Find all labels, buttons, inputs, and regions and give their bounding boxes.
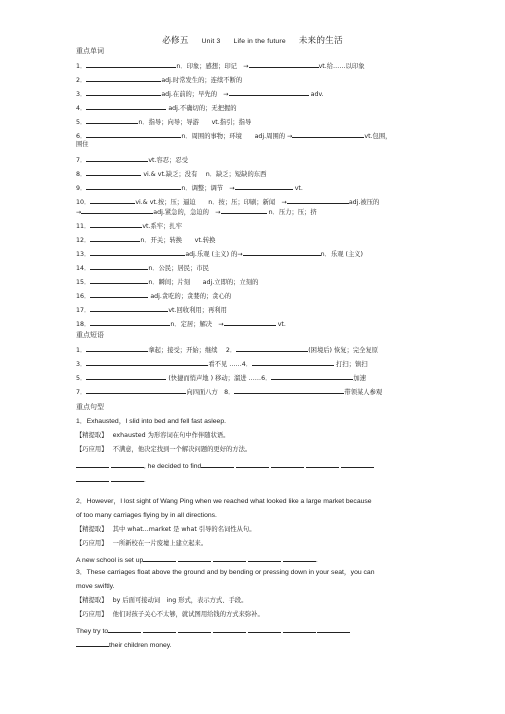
answer-blank[interactable] xyxy=(283,626,316,633)
answer-blank[interactable] xyxy=(90,263,148,270)
answer-blank[interactable] xyxy=(76,461,109,468)
sentence-1-blanks-cont: . xyxy=(76,475,436,485)
word-line-13: 13． adj.乐观 (主义) 的→ n．乐观 (主义) xyxy=(76,251,363,258)
answer-blank[interactable] xyxy=(178,626,211,633)
word-line-16: 16． adj.贪吃的；贪婪的；贪心的 xyxy=(76,293,232,300)
answer-blank[interactable] xyxy=(229,89,309,96)
word-line-10: 10． vi.& vt.按；压；逼迫 n．按；压；印刷；新闻 → adj.被压的 xyxy=(76,199,380,206)
section-phrases: 重点短语 xyxy=(76,331,104,339)
answer-blank[interactable] xyxy=(271,461,304,468)
answer-blank[interactable] xyxy=(86,155,148,162)
word-line-17: 17． vt.回收利用；再利用 xyxy=(76,307,227,314)
answer-blank[interactable] xyxy=(86,117,138,124)
answer-blank[interactable] xyxy=(76,475,109,482)
answer-blank[interactable] xyxy=(306,461,339,468)
word-line-6: 6． n．周围的事物；环境 adj.周围的 → vt.包围， xyxy=(76,133,392,140)
answer-blank[interactable] xyxy=(111,475,144,482)
answer-blank[interactable] xyxy=(201,461,234,468)
sentence-3-cont: move swiftly. xyxy=(76,583,115,590)
answer-blank[interactable] xyxy=(86,373,166,380)
word-line-14: 14． n．公民；居民；市民 xyxy=(76,265,209,272)
answer-blank[interactable] xyxy=(86,103,166,110)
answer-blank[interactable] xyxy=(76,640,109,647)
phrase-line-1: 1． 拿起；接受；开始；继续 2． (困境后) 恢复；完全复原 xyxy=(76,347,379,354)
answer-blank[interactable] xyxy=(236,461,269,468)
section-words: 重点单词 xyxy=(76,47,104,55)
word-line-3: 3． adj.在前的；早先的 → adv. xyxy=(76,91,324,98)
word-line-15: 15． n．瞬间；片刻 adj.立即的；立刻的 xyxy=(76,279,259,286)
answer-blank[interactable] xyxy=(90,319,170,326)
word-line-2: 2． adj.时常发生的；连续不断的 xyxy=(76,77,243,84)
sentence-2-extract: 【精提取】 其中 what...market 是 what 引导的名词性从句。 xyxy=(76,526,256,533)
answer-blank[interactable] xyxy=(143,626,176,633)
answer-blank[interactable] xyxy=(283,555,316,562)
answer-blank[interactable] xyxy=(86,75,161,82)
word-line-5: 5． n．指导；向导；导游 vt.指引；指导 xyxy=(76,119,252,126)
sentence-3-blanks: They try to xyxy=(76,626,436,636)
answer-blank[interactable] xyxy=(90,249,185,256)
title-unit: 必修五 xyxy=(162,36,189,46)
answer-blank[interactable] xyxy=(86,61,176,68)
answer-blank[interactable] xyxy=(317,626,350,633)
sentence-3-blanks-cont: their children money. xyxy=(76,640,436,650)
answer-blank[interactable] xyxy=(249,61,319,68)
answer-blank[interactable] xyxy=(236,345,308,352)
answer-blank[interactable] xyxy=(90,221,142,228)
answer-blank[interactable] xyxy=(86,345,148,352)
answer-blank[interactable] xyxy=(292,131,364,138)
sentence-2: 2．However，I lost sight of Wang Ping when we reached what looked like a large market because xyxy=(76,498,372,505)
answer-blank[interactable] xyxy=(243,249,321,256)
section-sentences: 重点句型 xyxy=(76,403,104,411)
title-chinese: 未来的生活 xyxy=(298,36,343,46)
answer-blank[interactable] xyxy=(235,183,293,190)
sentence-2-blanks: A new school is set up . xyxy=(76,557,318,564)
answer-blank[interactable] xyxy=(271,373,353,380)
answer-blank[interactable] xyxy=(213,555,246,562)
answer-blank[interactable] xyxy=(287,197,349,204)
word-line-1: 1． n．印象；感想；印记 → vt.给……以印象 xyxy=(76,63,365,70)
sentence-2-cont: of too many carriages flying by in all directions. xyxy=(76,512,217,519)
word-line-7: 7． vt.容忍；忍受 xyxy=(76,157,188,164)
answer-blank[interactable] xyxy=(143,555,176,562)
word-line-8: 8． vi.& vt.缺乏；没有 n．缺乏；短缺的东西 xyxy=(76,171,267,178)
sentence-3-apply: 【巧应用】 他们对孩子关心不太够，就试图用给钱的方式来弥补。 xyxy=(76,611,264,618)
answer-blank[interactable] xyxy=(86,131,181,138)
phrase-line-3: 5． (快捷而悄声地 ) 移动；溜进 ……6． 加速 xyxy=(76,375,367,382)
answer-blank[interactable] xyxy=(224,319,276,326)
word-line-10-cont: → adj.紧急的，急迫的 → n．压力；压；挤 xyxy=(76,209,317,216)
answer-blank[interactable] xyxy=(213,626,246,633)
title-unit-no: Unit 3 xyxy=(201,38,221,45)
answer-blank[interactable] xyxy=(86,169,141,176)
answer-blank[interactable] xyxy=(248,555,281,562)
sentence-1-extract: 【精提取】 exhausted 为形容词在句中作伴随状语。 xyxy=(76,432,230,439)
answer-blank[interactable] xyxy=(90,235,140,242)
answer-blank[interactable] xyxy=(178,555,211,562)
word-line-11: 11． vt.系牢；扎牢 xyxy=(76,223,182,230)
word-line-9: 9． n．调整；调节 → vt. xyxy=(76,185,303,192)
answer-blank[interactable] xyxy=(90,277,148,284)
word-line-12: 12． n．开关；转换 vt.转换 xyxy=(76,237,216,244)
answer-blank[interactable] xyxy=(81,207,153,214)
sentence-1-blanks: , he decided to find xyxy=(76,461,436,471)
answer-blank[interactable] xyxy=(90,291,148,298)
answer-blank[interactable] xyxy=(86,359,208,366)
answer-blank[interactable] xyxy=(252,359,334,366)
answer-blank[interactable] xyxy=(234,387,344,394)
sentence-1: 1．Exhausted，I slid into bed and fell fast asleep. xyxy=(76,418,226,425)
word-line-4: 4． adj.不确切的；无把握的 xyxy=(76,105,237,112)
answer-blank[interactable] xyxy=(111,461,144,468)
answer-blank[interactable] xyxy=(248,626,281,633)
answer-blank[interactable] xyxy=(90,305,168,312)
word-line-6-cont: 围住 xyxy=(76,141,89,148)
phrase-line-2: 3． 看不见 ……4． 打扫；镇扫 xyxy=(76,361,368,368)
sentence-3-extract: 【精提取】 by 后面可接动词 ing 形式，表示方式、手段。 xyxy=(76,597,248,604)
title-english: Life in the future xyxy=(233,38,286,45)
answer-blank[interactable] xyxy=(221,207,267,214)
sentence-1-apply: 【巧应用】 不满意，他决定找到一个解决问题的更好的方法。 xyxy=(76,446,252,453)
answer-blank[interactable] xyxy=(86,387,186,394)
sentence-3: 3．These carriages float above the ground and by bending or pressing down in your seat，you can xyxy=(76,569,375,576)
page-title xyxy=(0,34,505,46)
phrase-line-4: 7． 向四面八方 8． 带领某人参观 xyxy=(76,389,383,396)
answer-blank[interactable] xyxy=(341,461,374,468)
answer-blank[interactable] xyxy=(108,626,141,633)
sentence-2-apply: 【巧应用】 一所新校在一片废墟上建立起来。 xyxy=(76,540,208,547)
word-line-18: 18． n．定居；解决 → vt. xyxy=(76,321,286,328)
answer-blank[interactable] xyxy=(86,183,181,190)
answer-blank[interactable] xyxy=(86,89,161,96)
answer-blank[interactable] xyxy=(90,197,135,204)
